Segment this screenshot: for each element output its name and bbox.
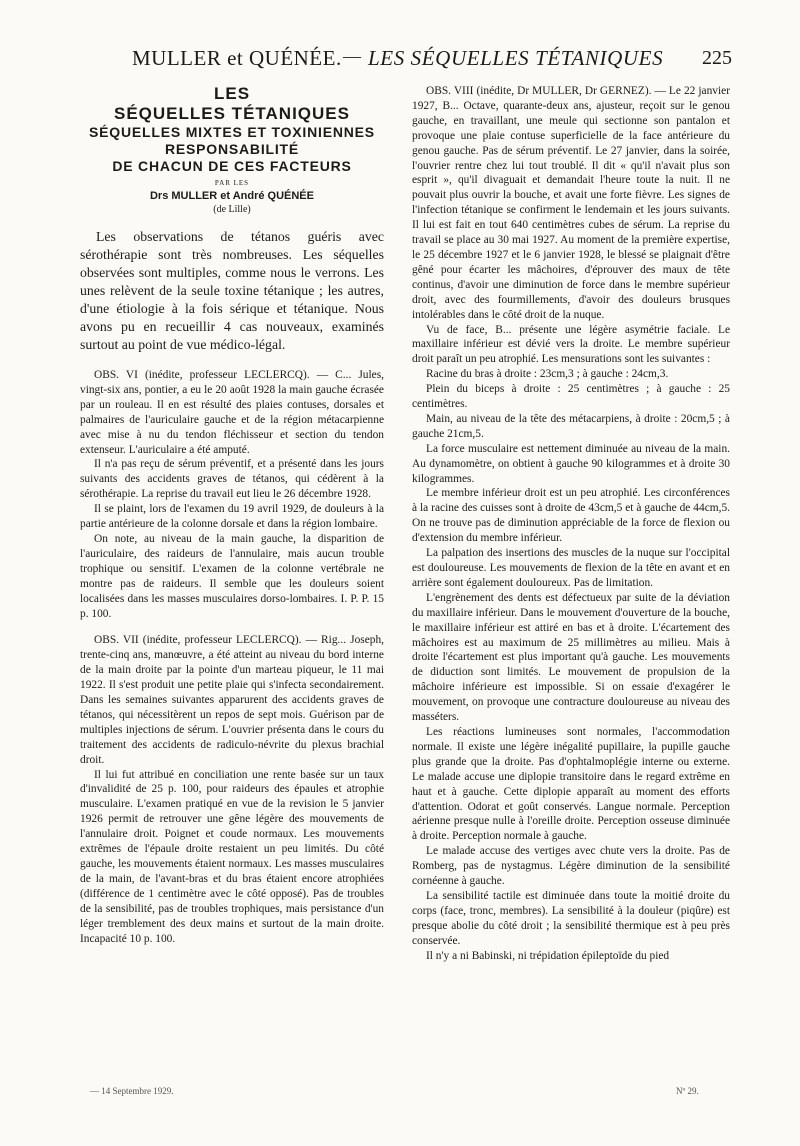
right-column: [412, 84, 730, 963]
paragraph: On note, au niveau de la main gauche, la disparition de l'auriculaire, des raideurs de l'annulaire, mais aucun trouble trophique ou sensitif. L'examen de la colonne vertébrale ne montre pas de raideurs. Il semble que les douleurs soient localisées dans les masses musculaires dorso-lombaires. I. P. P. 15 p. 100.: [80, 532, 384, 620]
paragraph: Main, au niveau de la tête des métacarpiens, à droite : 20cm,5 ; à gauche 21cm,5.: [412, 412, 730, 440]
paragraph: Plein du biceps à droite : 25 centimètres ; à gauche : 25 centimètres.: [412, 383, 730, 411]
paragraph: Les réactions lumineuses sont normales, l'accommodation normale. Il existe une légère inégalité pupillaire, la pupille gauche plus grande que la droite. Pas d'ophtalmoplégie interne ou externe. Le malade accuse une diplopie transitoire dans le regard extrême en haut et à gauche. Cette diplopie apparaît au moment des efforts d'attention. Odorat et goût conservés. Langue normale. Perception aérienne presque nulle à l'oreille droite. Perception osseuse diminuée à droite. Perception normale à gauche.: [412, 725, 730, 843]
paragraph: Il n'a pas reçu de sérum préventif, et a présenté dans les jours suivants des accidents graves de tétanos, qui cédèrent à la sérothérapie. La reprise du travail eut lieu le 26 décembre 1928.: [80, 458, 384, 501]
paragraph: OBS. VIII (inédite, Dr MULLER, Dr GERNEZ). — Le 22 janvier 1927, B... Octave, quarante-deux ans, ajusteur, reçoit sur le genou gauche, en travaillant, une meule qui sectionne son pantalon et provoque une plaie contuse superficielle de la face antérieure du genou gauche. Pas de sérum préventif. Le 27 janvier, dans la soirée, l'ouvrier rentre chez lui tout troublé. Il dit « qu'il n'avait plus son esprit », qu'il divaguait et demandait l'heure toute la nuit. Il ne pouvait plus ouvrir la bouche, et avait une forte fièvre. Les signes de l'infection tétanique se confirment le lendemain et les jours suivants. Il lui est fait en tout 640 centimètres cubes de sérum. La reprise du travail se place au 30 mai 1927. Au moment de la première expertise, le 25 décembre 1927 et le 6 janvier 1928, le blessé se plaignait d'être gêné pour écarter les mâchoires, d'éprouver des maux de tête continus, d'avoir une diminution de force dans le membre supérieur droit, avec des fourmillements, d'avoir des douleurs brusques intolérables dans le côté droit de la nuque.: [412, 85, 730, 321]
paragraph: OBS. VII (inédite, professeur LECLERCQ). — Rig... Joseph, trente-cinq ans, manœuvre, a été atteint au niveau du bord interne de la main droite par la pointe d'un marteau piqueur, le 11 mai 1922. Il s'est produit une petite plaie qui s'infecta secondairement. Dans les semaines suivantes apparurent des accidents graves de tétanos, qui nécessitèrent un repos de sept mois. Guérison par de multiples injections de sérum. L'ouvrier présenta dans le cours du traitement des accidents de radiculo-névrite du plexus brachial droit.: [80, 634, 384, 766]
article-par: PAR LES: [214, 179, 250, 187]
paragraph: Vu de face, B... présente une légère asymétrie faciale. Le maxillaire inférieur est dévié vers la droite. Le membre supérieur droit paraît un peu atrophié. Les mensurations sont les suivantes :: [412, 323, 730, 366]
running-header-authors: MULLER et QUÉNÉE.: [132, 46, 342, 70]
paragraph: Le membre inférieur droit est un peu atrophié. Les circonférences à la racine des cuisses sont à droite de 43cm,5 et à gauche de 44cm,5. On ne trouve pas de diminution appréciable de la force de flexion ou d'extension du membre inférieur.: [412, 487, 730, 545]
paragraph: Le malade accuse des vertiges avec chute vers la droite. Pas de Romberg, pas de nystagmus. Légère diminution de la sensibilité cornéenne à gauche.: [412, 845, 730, 888]
paragraph: L'engrènement des dents est défectueux par suite de la déviation du maxillaire inférieur. Dans le mouvement d'ouverture de la bouche, le maxillaire inférieur est attiré en bas et à droite. L'écartement des mâchoires est au maximum de 25 millimètres au milieu. Mais à droite l'écartement est plus important qu'à gauche. Les mouvements de diduction sont limités. Le mouvement de propulsion de la mâchoire inférieure est impossible. Si on essaie d'exagérer le mouvement, on provoque une contracture douloureuse au niveau des masséters.: [412, 591, 730, 724]
article-title-line1: LES: [213, 84, 251, 103]
footer-issue: Nº 29.: [676, 1086, 699, 1096]
running-header: [0, 40, 800, 74]
paragraph: La force musculaire est nettement diminuée au niveau de la main. Au dynamomètre, on obtient à gauche 90 kilogrammes et à droite 30 kilogrammes.: [412, 442, 730, 485]
left-column: [80, 84, 384, 946]
article-title-line2: SÉQUELLES TÉTANIQUES: [114, 104, 350, 123]
article-location: (de Lille): [213, 204, 251, 215]
paragraph: La palpation des insertions des muscles de la nuque sur l'occipital est douloureuse. Les mouvements de flexion de la tête en avant et en arrière sont également douloureux. Pas de limitation.: [412, 547, 730, 589]
running-header-dash: —: [343, 46, 361, 66]
intro-paragraph: Les observations de tétanos guéris avec sérothérapie sont très nombreuses. Les séquelles observées sont multiples, comme nous le verrons. Les unes relèvent de la seule toxine tétanique ; les autres, d'une étiologie à la fois sérique et tétanique. Nous avons pu en recueillir 4 cas nouveaux, examinés surtout au point de vue médico-légal.: [80, 229, 384, 352]
article-subtitle-line3: DE CHACUN DE CES FACTEURS: [112, 158, 352, 174]
paragraph: Il n'y a ni Babinski, ni trépidation épileptoïde du pied: [426, 949, 670, 962]
article-subtitle-line2: RESPONSABILITÉ: [164, 141, 300, 157]
section-gap: [80, 621, 384, 633]
paragraph: OBS. VI (inédite, professeur LECLERCQ). — C... Jules, vingt-six ans, pontier, a eu le 20 août 1928 la main gauche écrasée par un rouleau. Il en est résulté des plaies contuses, dorsales et palmaires de l'auriculaire gauche et de la région métacarpienne avec mise à nu du tendon fléchisseur et section du tendon extenseur. L'auriculaire a été amputé.: [80, 369, 384, 456]
paragraph: Il lui fut attribué en conciliation une rente basée sur un taux d'invalidité de 25 p. 100, pour raideurs des épaules et atrophie musculaire. L'examen pratiqué en vue de la revision le 5 janvier 1926 permit de retrouver une gêne légère des mouvements de l'annulaire droit. Poignet et coude normaux. Les mouvements extrêmes de l'épaule droite restaient un peu limités. Du côté gauche, les mouvements étaient normaux. Les masses musculaires de la main, de l'avant-bras et du bras étaient encore atrophiées (différence de 1 centimètre avec le côté opposé). Pas de troubles de la sensibilité, pas de troubles trophiques, mais persistance d'un léger tremblement des deux mains et surtout de la main droite. Incapacité 10 p. 100.: [80, 768, 384, 945]
footer-date: — 14 Septembre 1929.: [90, 1086, 174, 1096]
paragraph: La sensibilité tactile est diminuée dans toute la moitié droite du corps (face, tronc, membres). La sensibilité à la douleur (piqûre) est presque abolie du côté droit ; la sensibilité thermique est à peu près conservée.: [412, 889, 730, 947]
paragraph: Il se plaint, lors de l'examen du 19 avril 1929, de douleurs à la partie antérieure de la colonne dorsale et dans la région lombaire.: [80, 503, 384, 531]
running-header-title: LES SÉQUELLES TÉTANIQUES: [368, 46, 664, 70]
article-byline: Drs MULLER et André QUÉNÉE: [149, 190, 314, 202]
page-number: 225: [702, 47, 732, 69]
article-subtitle-line1: SÉQUELLES MIXTES ET TOXINIENNES: [89, 124, 375, 140]
paragraph: Racine du bras à droite : 23cm,3 ; à gauche : 24cm,3.: [426, 368, 669, 381]
